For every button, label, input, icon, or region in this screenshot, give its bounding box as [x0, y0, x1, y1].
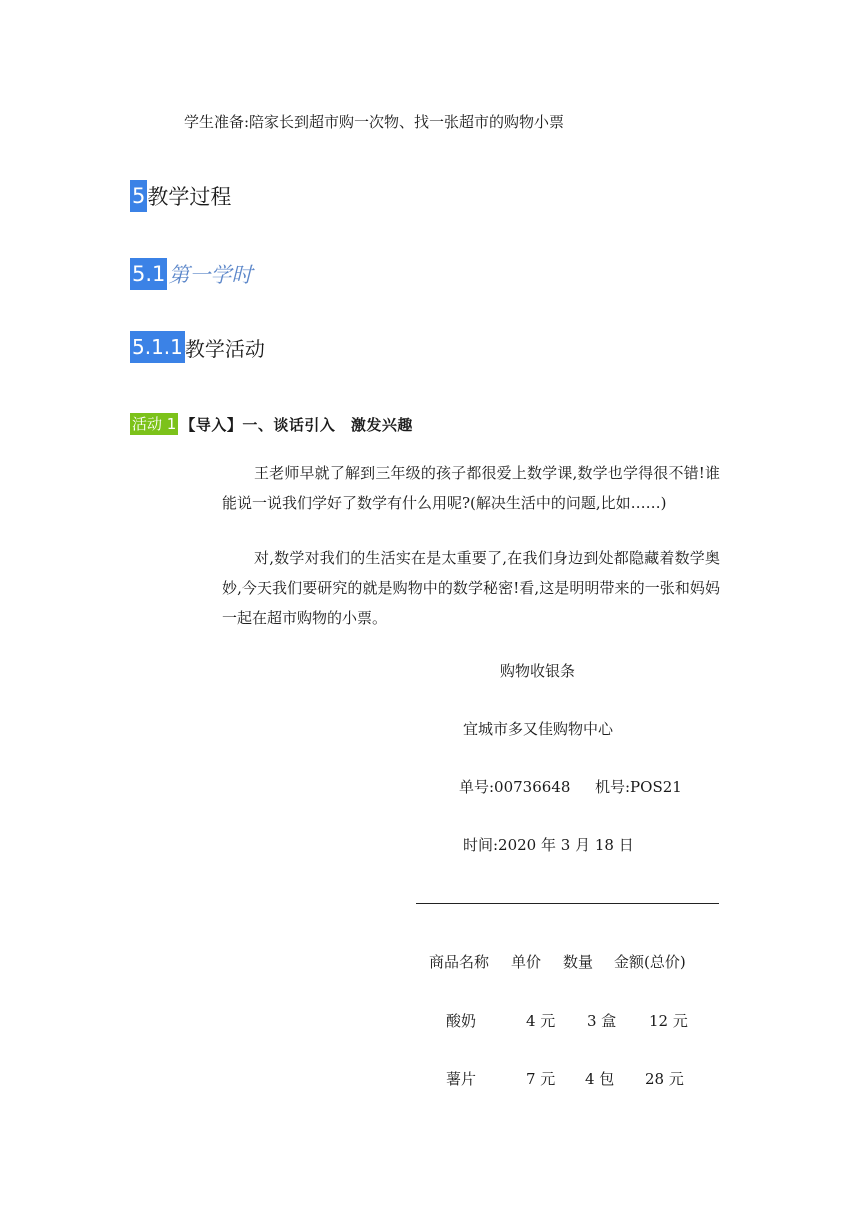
subsubsection-number: 5.1.1	[130, 331, 185, 363]
activity-title: 【导入】一、谈话引入 激发兴趣	[180, 415, 413, 434]
receipt-order-no: 单号:00736648	[459, 778, 571, 796]
subsection-title: 第一学时	[168, 263, 253, 287]
receipt-row-qty: 4 包	[585, 1070, 615, 1088]
subsubsection-heading	[130, 331, 265, 363]
student-preparation: 学生准备:陪家长到超市购一次物、找一张超市的购物小票	[184, 113, 565, 131]
paragraph: 对,数学对我们的生活实在是太重要了,在我们身边到处都隐藏着数学奥妙,今天我们要研究的就是购物中的数学秘密!看,这是明明带来的一张和妈妈一起在超市购物的小票。	[222, 549, 720, 627]
receipt-row-amount: 28 元	[645, 1070, 684, 1088]
receipt-store: 宜城市多又佳购物中心	[463, 720, 614, 738]
receipt-header-name: 商品名称	[429, 953, 490, 971]
receipt-row-item: 酸奶	[446, 1012, 477, 1030]
receipt-row-qty: 3 盒	[587, 1012, 617, 1030]
receipt-title: 购物收银条	[500, 662, 576, 680]
subsection-heading	[130, 258, 252, 290]
section-title: 教学过程	[147, 185, 232, 209]
section-number: 5	[130, 180, 147, 212]
subsection-number: 5.1	[130, 258, 167, 290]
activity-badge: 活动 1	[132, 415, 177, 433]
receipt-header-qty: 数量	[563, 953, 594, 971]
receipt-row-item: 薯片	[446, 1070, 477, 1088]
receipt-row-price: 7 元	[526, 1070, 556, 1088]
receipt-row-amount: 12 元	[649, 1012, 688, 1030]
receipt-time: 时间:2020 年 3 月 18 日	[463, 836, 634, 854]
subsubsection-title: 教学活动	[184, 336, 265, 361]
activity-heading	[130, 413, 413, 435]
section-heading	[130, 180, 231, 212]
receipt-header-amount: 金额(总价)	[614, 953, 686, 971]
receipt-header-price: 单价	[511, 953, 542, 971]
paragraph: 王老师早就了解到三年级的孩子都很爱上数学课,数学也学得很不错!谁能说一说我们学好了数学有什么用呢?(解决生活中的问题,比如……)	[222, 464, 720, 512]
receipt-machine-no: 机号:POS21	[595, 778, 682, 796]
receipt-divider	[416, 903, 719, 904]
receipt-row-price: 4 元	[526, 1012, 556, 1030]
